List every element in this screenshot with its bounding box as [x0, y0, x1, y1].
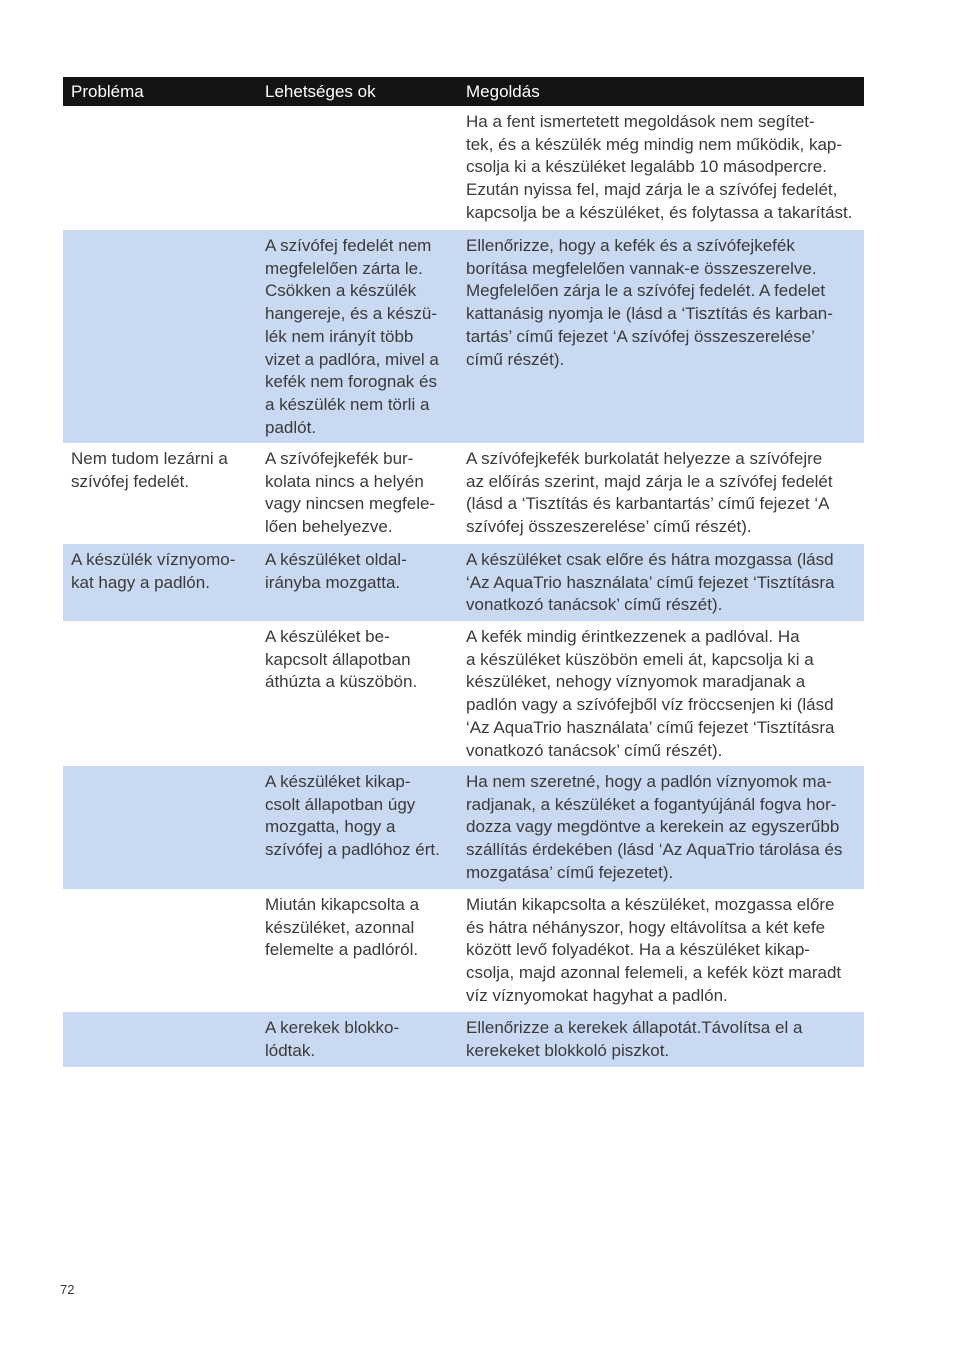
problem-cell: [63, 544, 257, 621]
solution-text-line: között levő folyadékot. Ha a készüléket kikap-: [466, 940, 810, 960]
cause-cell: [257, 230, 458, 443]
solution-cell: [458, 230, 864, 443]
solution-cell: [458, 621, 864, 766]
solution-cell: [458, 1012, 864, 1067]
cause-text-line: A kerekek blokko-: [265, 1018, 400, 1037]
cause-cell: [257, 889, 458, 1012]
cause-text-line: irányba mozgatta.: [265, 572, 401, 592]
solution-text-line: kapcsolja be a készüléket, és folytassa a takarítást.: [466, 202, 853, 222]
cause-text-line: megfelelően zárta le.: [265, 258, 423, 278]
problem-text-line: Nem tudom lezárni a: [71, 449, 228, 468]
problem-text-line: kat hagy a padlón.: [71, 572, 210, 592]
cause-cell: [257, 1012, 458, 1067]
solution-text-line: mozgatása’ című fejezetet).: [466, 862, 674, 882]
solution-text-line: az előírás szerint, majd zárja le a szívófej fedelét: [466, 471, 833, 491]
cause-text-line: lék nem irányít több: [265, 326, 414, 346]
problem-cell: [63, 106, 257, 230]
cause-text-line: A szívófej fedelét nem: [265, 236, 432, 255]
table-row: [63, 889, 864, 1012]
solution-text-line: ‘Az AquaTrio használata’ című fejezet ‘Tisztításra: [466, 717, 835, 737]
solution-cell: [458, 766, 864, 889]
cause-text-line: lően behelyezve.: [265, 517, 393, 537]
solution-text-line: Ha a fent ismertetett megoldások nem segítet-: [466, 112, 815, 131]
table-row: [63, 621, 864, 766]
problem-cell: [63, 230, 257, 443]
problem-cell: [63, 1012, 257, 1067]
solution-text-line: szívófej összeszerelése’ című részét).: [466, 517, 752, 537]
solution-text-line: csolja ki a készüléket legalább 10 másodpercre.: [466, 157, 827, 177]
cause-cell: [257, 106, 458, 230]
cause-cell: [257, 544, 458, 621]
header-problem: Probléma: [71, 82, 144, 101]
cause-text-line: áthúzta a küszöbön.: [265, 672, 418, 692]
solution-text-line: A kefék mindig érintkezzenek a padlóval. Ha: [466, 627, 800, 646]
solution-text-line: Ezután nyissa fel, majd zárja le a szívófej fedelét,: [466, 180, 838, 200]
table-row: [63, 443, 864, 544]
solution-text-line: kattanásig nyomja le (lásd a ‘Tisztítás és karban-: [466, 304, 833, 324]
solution-text-line: A szívófejkefék burkolatát helyezze a szívófejre: [466, 449, 823, 468]
header-solution: Megoldás: [466, 82, 540, 101]
cause-text-line: A készüléket be-: [265, 627, 390, 646]
table-row: [63, 106, 864, 230]
solution-text-line: csolja, majd azonnal felemeli, a kefék közt maradt: [466, 963, 842, 983]
problem-text-line: A készülék víznyomo-: [71, 550, 236, 569]
solution-text-line: ‘Az AquaTrio használata’ című fejezet ‘Tisztításra: [466, 572, 835, 592]
cause-cell: [257, 443, 458, 544]
solution-text-line: padlón vagy a szívófejből víz fröccsenjen ki (lásd: [466, 695, 834, 715]
solution-text-line: Megfelelően zárja le a szívófej fedelét. A fedelet: [466, 281, 826, 301]
solution-cell: [458, 106, 864, 230]
solution-text-line: A készüléket csak előre és hátra mozgassa (lásd: [466, 550, 834, 569]
solution-text-line: kerekeket blokkoló piszkot.: [466, 1040, 670, 1060]
problem-cell: [63, 766, 257, 889]
cause-text-line: padlót.: [265, 417, 317, 437]
solution-text-line: Ha nem szeretné, hogy a padlón víznyomok ma-: [466, 772, 832, 791]
cause-text-line: kefék nem forognak és: [265, 372, 437, 392]
cause-cell: [257, 766, 458, 889]
cause-cell: [257, 621, 458, 766]
solution-cell: [458, 889, 864, 1012]
solution-text-line: Miután kikapcsolta a készüléket, mozgassa előre: [466, 895, 835, 914]
problem-cell: [63, 443, 257, 544]
cause-text-line: kolata nincs a helyén: [265, 471, 424, 491]
cause-text-line: A készüléket kikap-: [265, 772, 411, 791]
solution-text-line: szállítás érdekében (lásd ‘Az AquaTrio tárolása és: [466, 840, 843, 860]
solution-cell: [458, 443, 864, 544]
solution-text-line: vonatkozó tanácsok’ című részét).: [466, 740, 723, 760]
cause-text-line: A szívófejkefék bur-: [265, 449, 414, 468]
cause-text-line: vizet a padlóra, mivel a: [265, 349, 439, 369]
solution-text-line: készüléket, nehogy víznyomok maradjanak a: [466, 672, 806, 692]
cause-text-line: lódtak.: [265, 1040, 316, 1060]
problem-cell: [63, 889, 257, 1012]
solution-text-line: a készüléket küszöbön emeli át, kapcsolja ki a: [466, 649, 814, 669]
solution-cell: [458, 544, 864, 621]
table-row: [63, 544, 864, 621]
table-row: [63, 766, 864, 889]
solution-text-line: radjanak, a készüléket a fogantyújánál fogva hor-: [466, 794, 837, 814]
troubleshooting-table: [63, 77, 864, 1067]
cause-text-line: kapcsolt állapotban: [265, 649, 411, 669]
table-header: [63, 77, 864, 106]
solution-text-line: és hátra néhányszor, hogy eltávolítsa a két kefe: [466, 917, 826, 937]
cause-text-line: készüléket, azonnal: [265, 917, 415, 937]
solution-text-line: tartás’ című fejezet ‘A szívófej összeszerelése’: [466, 326, 815, 346]
solution-text-line: tek, és a készülék még mindig nem működik, kap-: [466, 134, 843, 154]
problem-text-line: szívófej fedelét.: [71, 471, 190, 491]
table-row: [63, 1012, 864, 1067]
cause-text-line: felemelte a padlóról.: [265, 940, 419, 960]
table-row: [63, 230, 864, 443]
cause-text-line: Csökken a készülék: [265, 281, 417, 301]
cause-text-line: szívófej a padlóhoz ért.: [265, 840, 440, 860]
solution-text-line: című részét).: [466, 349, 565, 369]
solution-text-line: vonatkozó tanácsok’ című részét).: [466, 595, 723, 615]
page-number: 72: [60, 1282, 75, 1297]
cause-text-line: mozgatta, hogy a: [265, 817, 396, 837]
solution-text-line: (lásd a ‘Tisztítás és karbantartás’ című fejezet ‘A: [466, 494, 830, 514]
header-cause: Lehetséges ok: [265, 82, 376, 101]
solution-text-line: víz víznyomokat hagyhat a padlón.: [466, 985, 728, 1005]
cause-text-line: a készülék nem törli a: [265, 394, 430, 414]
cause-text-line: csolt állapotban úgy: [265, 794, 416, 814]
solution-text-line: borítása megfelelően vannak-e összeszerelve.: [466, 258, 817, 278]
problem-cell: [63, 621, 257, 766]
solution-text-line: Ellenőrizze a kerekek állapotát.Távolítsa el a: [466, 1018, 803, 1037]
solution-text-line: Ellenőrizze, hogy a kefék és a szívófejkefék: [466, 236, 795, 255]
cause-text-line: Miután kikapcsolta a: [265, 895, 420, 914]
table-body: [63, 106, 864, 1067]
cause-text-line: hangereje, és a készü-: [265, 304, 437, 324]
cause-text-line: A készüléket oldal-: [265, 550, 407, 569]
solution-text-line: dozza vagy megdöntve a kerekein az egyszerűbb: [466, 817, 840, 837]
cause-text-line: vagy nincsen megfele-: [265, 494, 436, 514]
